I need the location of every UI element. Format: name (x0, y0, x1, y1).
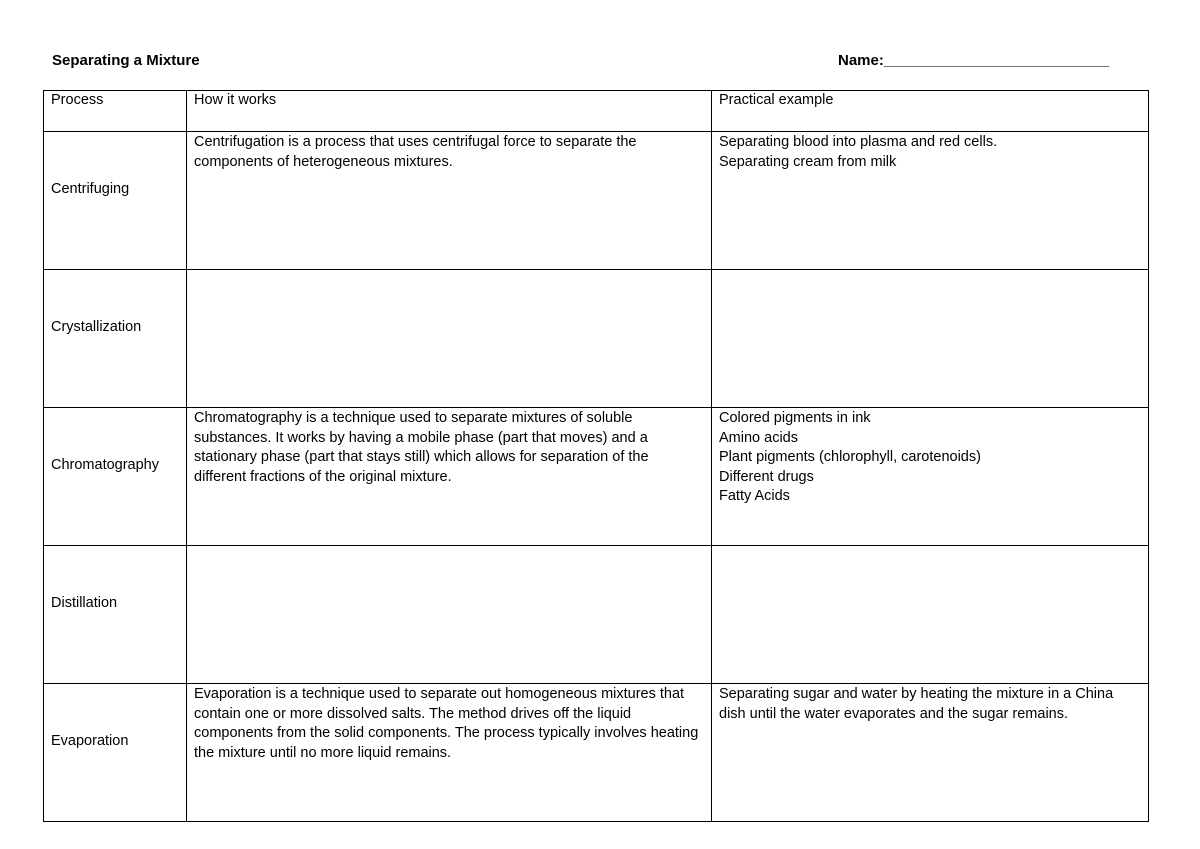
example-line: Plant pigments (chlorophyll, carotenoids) (719, 449, 981, 466)
header-how-it-works: How it works (187, 91, 712, 132)
header-practical-example: Practical example (712, 91, 1149, 132)
table-row-evaporation (44, 684, 1149, 822)
practical-example-cell[interactable] (712, 132, 1149, 270)
example-line: Amino acids (719, 429, 798, 446)
practical-example-cell[interactable] (712, 684, 1149, 822)
how-it-works-cell[interactable]: Chromatography is a technique used to separate mixtures of soluble substances. It works by having a mobile phase (part that moves) and a stationary phase (part that stays still) which allows for separation of the different fractions of the original mixture. (187, 408, 712, 546)
practical-example-cell[interactable] (712, 546, 1149, 684)
example-line: Different drugs (719, 468, 814, 485)
process-cell (44, 408, 187, 546)
practical-example-cell[interactable] (712, 408, 1149, 546)
process-cell (44, 546, 187, 684)
process-cell (44, 684, 187, 822)
table-row-distillation (44, 546, 1149, 684)
table-row-crystallization (44, 270, 1149, 408)
how-it-works-cell[interactable]: Evaporation is a technique used to separate out homogeneous mixtures that contain one or more dissolved salts. The method drives off the liquid components from the solid components. The process typically involves heating the mixture until no more liquid remains. (187, 684, 712, 822)
process-cell (44, 132, 187, 270)
example-line: Separating blood into plasma and red cells. (719, 134, 998, 150)
example-line: Separating cream from milk (719, 153, 897, 170)
separation-methods-table (43, 90, 1149, 822)
practical-example-cell[interactable] (712, 270, 1149, 408)
how-it-works-cell[interactable] (187, 270, 712, 408)
worksheet-title: Separating a Mixture (52, 52, 200, 69)
example-line: Separating sugar and water by heating the mixture in a China dish until the water evaporates and the sugar remains. (719, 686, 1114, 722)
process-cell (44, 270, 187, 408)
process-name: Distillation (51, 594, 118, 611)
process-name: Crystallization (51, 318, 142, 335)
header-process: Process (44, 91, 187, 132)
example-line: Fatty Acids (719, 488, 790, 505)
table-row-chromatography (44, 408, 1149, 546)
how-it-works-cell[interactable]: Centrifugation is a process that uses centrifugal force to separate the components of heterogeneous mixtures. (187, 132, 712, 270)
name-field-label: Name:___________________________ (838, 52, 1110, 69)
example-line: Colored pigments in ink (719, 410, 871, 426)
process-name: Evaporation (51, 732, 129, 749)
how-it-works-cell[interactable] (187, 546, 712, 684)
table-header-row (44, 91, 1149, 132)
table-row-centrifuging (44, 132, 1149, 270)
process-name: Centrifuging (51, 180, 130, 197)
process-name: Chromatography (51, 456, 159, 473)
